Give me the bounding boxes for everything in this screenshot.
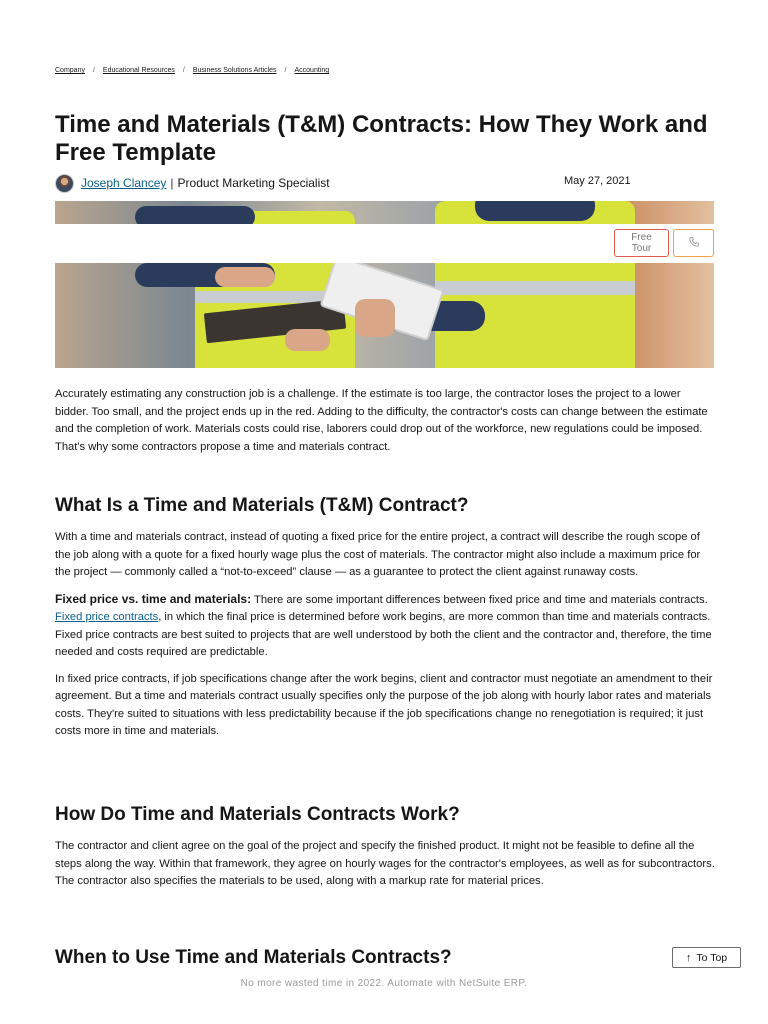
paragraph-lead: Fixed price vs. time and materials: bbox=[55, 591, 252, 606]
section-heading-what-is: What Is a Time and Materials (T&M) Contract? bbox=[55, 495, 469, 516]
paragraph-text: There are some important differences between fixed price and time and materials contracts. bbox=[251, 593, 708, 606]
breadcrumb-company[interactable]: Company bbox=[55, 67, 85, 74]
paragraph-fixed-vs-tm bbox=[55, 591, 715, 662]
hero-image bbox=[55, 201, 714, 368]
publish-date: May 27, 2021 bbox=[564, 175, 631, 187]
free-tour-button[interactable]: Free Tour bbox=[614, 229, 669, 257]
arrow-up-icon: ↑ bbox=[685, 951, 692, 964]
article-intro bbox=[55, 386, 715, 456]
breadcrumb bbox=[55, 67, 329, 74]
page-title: Time and Materials (T&M) Contracts: How They Work and Free Template bbox=[55, 111, 708, 166]
author-role: Product Marketing Specialist bbox=[177, 176, 330, 190]
section-how-work-body bbox=[55, 838, 715, 891]
phone-button[interactable] bbox=[673, 229, 714, 257]
to-top-label: To Top bbox=[696, 951, 728, 964]
paragraph: In fixed price contracts, if job specifications change after the work begins, client and contractor must negotiate an amendment to their agreement. But a time and materials contract usually specifies only the purpose of the job along with hourly labor rates and materials costs. They're suited to situations with less predictability because if the job specifications change no renegotiation is required; it just costs more in time and materials. bbox=[55, 672, 713, 737]
paragraph: The contractor and client agree on the goal of the project and specify the finished product. It might not be feasible to define all the steps along the way. Within that framework, they agree on hourly wages for the contractor's employees, as well as for subcontractors. The contractor also specifies the materials to be used, along with a markup rate for material prices. bbox=[55, 840, 715, 887]
paragraph-text: , in which the final price is determined before work begins, are more common than time and materials contracts. Fixed price contracts are best suited to projects that are well understood by both the client and the contractor and, therefore, the time needed and costs required are predictable. bbox=[55, 611, 712, 658]
author-link[interactable]: Joseph Clancey bbox=[81, 176, 167, 190]
paragraph: With a time and materials contract, instead of quoting a fixed price for the entire project, a contract will describe the rough scope of the job along with a quote for a fixed hourly wage plus the cost of materials. The contractor might also include a maximum price for the project — commonly called a “not-to-exceed” clause — as a guarantee to protect the client against runaway costs. bbox=[55, 531, 701, 578]
section-heading-how-work: How Do Time and Materials Contracts Work? bbox=[55, 804, 460, 825]
section-what-is-body bbox=[55, 529, 715, 741]
promo-banner[interactable]: No more wasted time in 2022. Automate with NetSuite ERP. bbox=[240, 978, 528, 989]
section-heading-when-to-use: When to Use Time and Materials Contracts? bbox=[55, 947, 452, 968]
breadcrumb-accounting[interactable]: Accounting bbox=[294, 67, 330, 74]
phone-icon bbox=[688, 236, 700, 251]
breadcrumb-educational-resources[interactable]: Educational Resources bbox=[102, 67, 175, 74]
author-avatar bbox=[55, 174, 74, 193]
to-top-button[interactable] bbox=[672, 947, 741, 968]
breadcrumb-separator: / bbox=[284, 67, 287, 74]
breadcrumb-separator: / bbox=[92, 67, 95, 74]
intro-paragraph: Accurately estimating any construction job is a challenge. If the estimate is too large, the contractor loses the project to a lower bidder. Too small, and the project ends up in the red. Adding to the difficulty, the contractor's costs can change between the estimate and the completion of work. Materials costs could rise, laborers could drop out of the workforce, new regulations could be imposed. That's why some contractors propose a time and materials contract. bbox=[55, 388, 708, 453]
fixed-price-contracts-link[interactable]: Fixed price contracts bbox=[55, 611, 159, 623]
breadcrumb-separator: / bbox=[182, 67, 185, 74]
breadcrumb-business-solutions-articles[interactable]: Business Solutions Articles bbox=[192, 67, 277, 74]
author-separator: | bbox=[170, 176, 174, 190]
